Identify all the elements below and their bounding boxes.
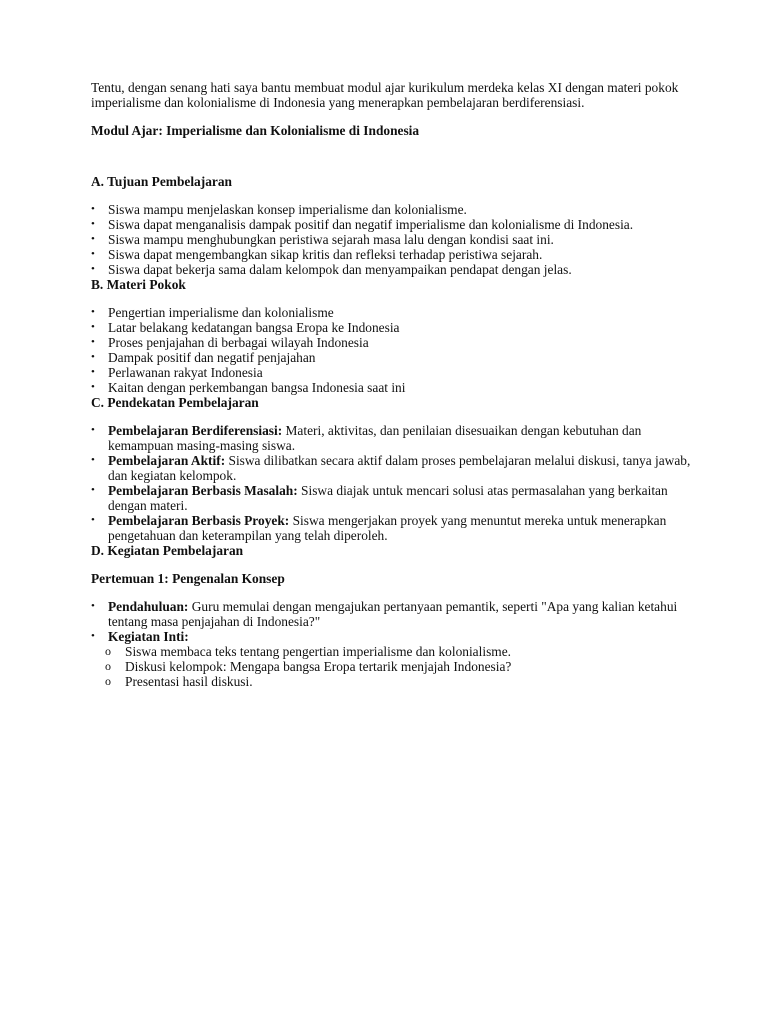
- list-item: [108, 483, 691, 513]
- list-item: • Siswa dapat mengembangkan sikap kritis dan refleksi terhadap peristiwa sejarah.: [108, 247, 691, 262]
- item-term: Pembelajaran Berbasis Masalah:: [108, 483, 298, 498]
- document-title: Modul Ajar: Imperialisme dan Kolonialisme di Indonesia: [91, 123, 420, 138]
- list-item: • Siswa mampu menghubungkan peristiwa sejarah masa lalu dengan kondisi saat ini.: [108, 232, 691, 247]
- item-term: Pembelajaran Berbasis Proyek:: [108, 513, 290, 528]
- list-item: • Siswa mampu menjelaskan konsep imperialisme dan kolonialisme.: [108, 202, 691, 217]
- item-description: Guru memulai dengan mengajukan pertanyaan pemantik, seperti "Apa yang kalian ketahui tentang masa penjajahan di Indonesia?": [108, 599, 678, 629]
- sub-list-item: o Diskusi kelompok: Mengapa bangsa Eropa tertarik menjajah Indonesia?: [125, 659, 691, 674]
- item-term: Pendahuluan:: [108, 599, 189, 614]
- intro-paragraph: Tentu, dengan senang hati saya bantu membuat modul ajar kurikulum merdeka kelas XI dengan materi pokok imperialisme dan kolonialisme di Indonesia yang menerapkan pembelajaran berdiferensiasi.: [91, 80, 679, 110]
- item-description: Siswa diajak untuk mencari solusi atas permasalahan yang berkaitan dengan materi.: [108, 483, 668, 513]
- list-item: • Latar belakang kedatangan bangsa Eropa ke Indonesia: [108, 320, 691, 335]
- item-description: Siswa mengerjakan proyek yang menuntut mereka untuk menerapkan pengetahuan dan keterampilan yang telah diperoleh.: [108, 513, 667, 543]
- tujuan-list: [91, 202, 691, 277]
- section-heading-kegiatan: D. Kegiatan Pembelajaran: [91, 543, 244, 558]
- section-heading-pendekatan: C. Pendekatan Pembelajaran: [91, 395, 259, 410]
- list-item: [108, 599, 691, 629]
- list-item: • Pengertian imperialisme dan kolonialisme: [108, 305, 691, 320]
- sub-list-item: o Siswa membaca teks tentang pengertian imperialisme dan kolonialisme.: [125, 644, 691, 659]
- document-page: [91, 80, 691, 689]
- kegiatan-inti-sublist: [108, 644, 691, 689]
- item-term: Pembelajaran Berdiferensiasi:: [108, 423, 283, 438]
- item-description: Materi, aktivitas, dan penilaian disesuaikan dengan kebutuhan dan kemampuan masing-masing siswa.: [108, 423, 642, 453]
- sub-list-item: o Presentasi hasil diskusi.: [125, 674, 691, 689]
- list-item: • Proses penjajahan di berbagai wilayah Indonesia: [108, 335, 691, 350]
- list-item: • Dampak positif dan negatif penjajahan: [108, 350, 691, 365]
- list-item: [108, 423, 691, 453]
- pendekatan-list: [91, 423, 691, 543]
- item-description: Siswa dilibatkan secara aktif dalam proses pembelajaran melalui diskusi, tanya jawab, dan kegiatan kelompok.: [108, 453, 691, 483]
- kegiatan-list: [91, 599, 691, 689]
- section-heading-materi: B. Materi Pokok: [91, 277, 186, 292]
- list-item: • Kaitan dengan perkembangan bangsa Indonesia saat ini: [108, 380, 691, 395]
- list-item: [108, 453, 691, 483]
- list-item: • Perlawanan rakyat Indonesia: [108, 365, 691, 380]
- item-term: Pembelajaran Aktif:: [108, 453, 226, 468]
- list-item: [108, 629, 691, 689]
- meeting-subheading: Pertemuan 1: Pengenalan Konsep: [91, 571, 285, 586]
- list-item: • Siswa dapat menganalisis dampak positif dan negatif imperialisme dan kolonialisme di Indonesia.: [108, 217, 691, 232]
- item-term: Kegiatan Inti:: [108, 629, 189, 644]
- section-heading-tujuan: A. Tujuan Pembelajaran: [91, 174, 232, 189]
- list-item: [108, 513, 691, 543]
- materi-list: [91, 305, 691, 395]
- list-item: • Siswa dapat bekerja sama dalam kelompok dan menyampaikan pendapat dengan jelas.: [108, 262, 691, 277]
